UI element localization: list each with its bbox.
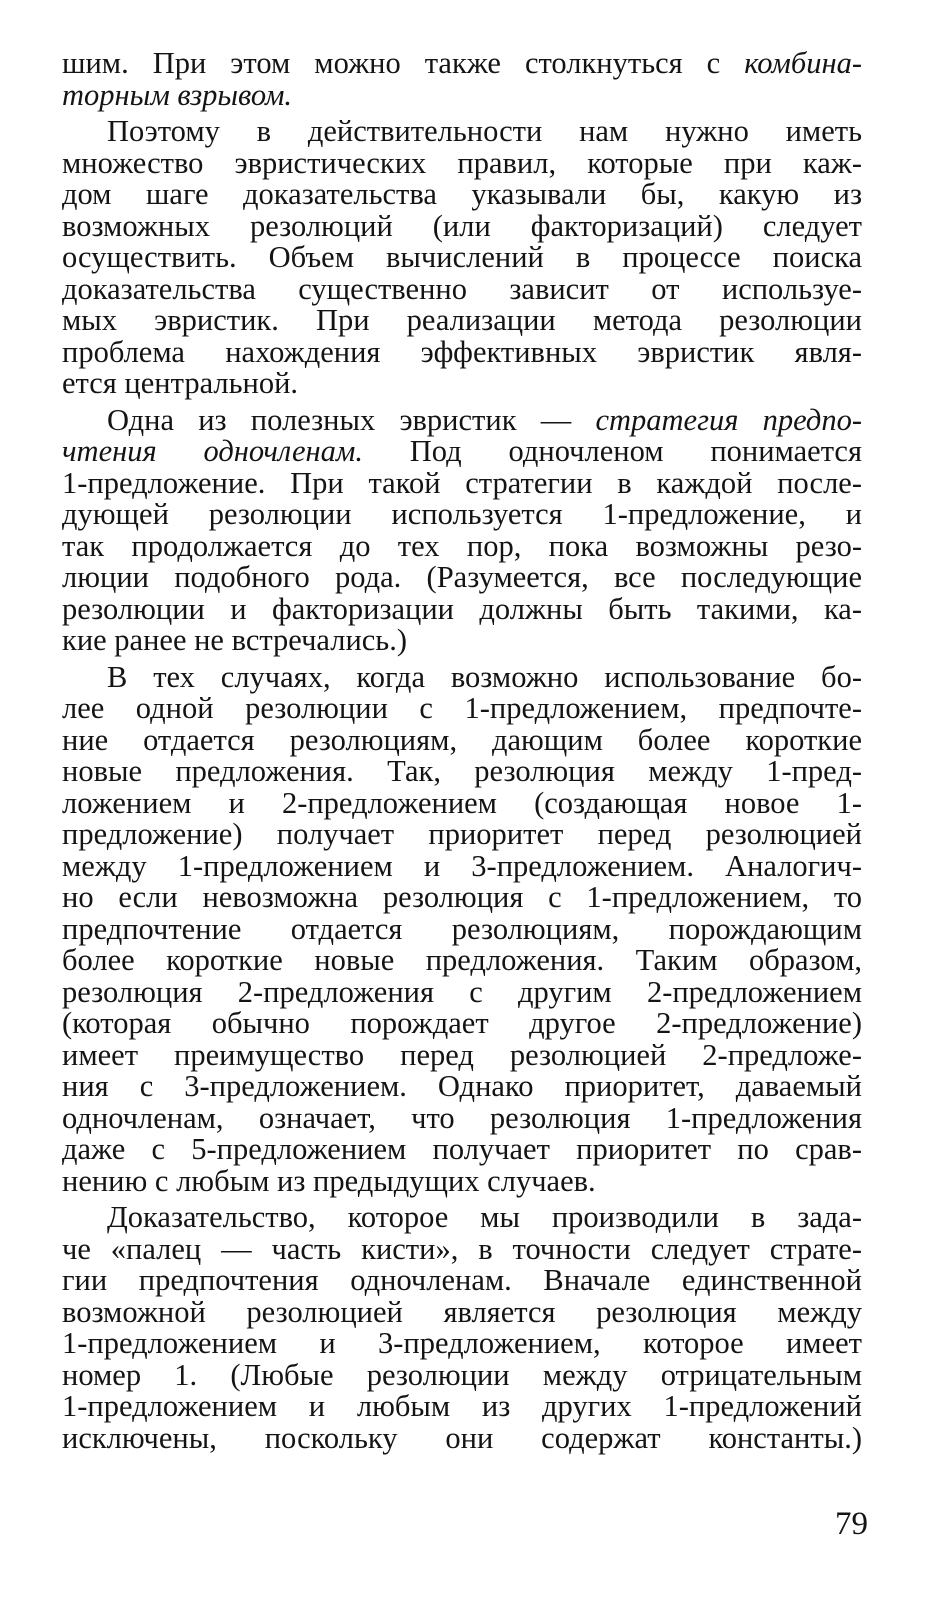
text-line: нению с любым из предыдущих случаев. <box>62 1163 596 1198</box>
text-line: лее одной резолюции с 1-предложением, предпочте- <box>62 691 862 725</box>
text-line: резолюция 2-предложения с другим 2-предложением <box>62 974 862 1009</box>
text-line: ния с 3-предложением. Однако приоритет, даваемый <box>62 1069 862 1103</box>
text-line: проблема нахождения эффективных эвристик явля- <box>62 334 862 369</box>
text-line: более короткие новые предложения. Таким образом, <box>62 943 862 977</box>
text-run: шим. При этом можно также столкнуться с <box>62 46 745 80</box>
text-line: между 1-предложением и 3-предложением. Аналогич- <box>62 848 862 883</box>
text-line: 1-предложением и 3-предложением, которое имеет <box>62 1326 862 1360</box>
text-line: но если невозможна резолюция с 1-предложением, то <box>62 880 862 914</box>
text-line: предпочтение отдается резолюциям, порождающим <box>62 911 862 946</box>
text-line: ется центральной. <box>62 366 299 400</box>
text-line: имеет преимущество перед резолюцией 2-предложе- <box>62 1037 862 1072</box>
text-line: ние отдается резолюциям, дающим более короткие <box>62 722 862 757</box>
italic-term: комбина- <box>744 46 862 80</box>
book-page-text <box>62 48 862 1454</box>
page-number: 79 <box>835 1506 868 1542</box>
italic-term: чтения одночленам. <box>62 434 363 468</box>
text-line: возможных резолюций (или факторизаций) следует <box>62 208 862 243</box>
text-line: номер 1. (Любые резолюции между отрицательным <box>62 1357 862 1392</box>
text-line: 1-предложение. При такой стратегии в каждой после- <box>62 465 862 500</box>
text-line: дом шаге доказательства указывали бы, какую из <box>62 177 862 211</box>
text-line: мых эвристик. При реализации метода резолюции <box>62 303 862 337</box>
text-line: В тех случаях, когда возможно использование бо- <box>107 659 862 694</box>
text-line: гии предпочтения одночленам. Вначале единственной <box>62 1263 862 1297</box>
text-line: люции подобного рода. (Разумеется, все последующие <box>62 560 862 594</box>
text-line: новые предложения. Так, резолюция между 1-пред- <box>62 754 862 788</box>
paragraph-1 <box>62 48 862 111</box>
text-line: исключены, поскольку они содержат константы.) <box>62 1420 862 1455</box>
text-line: (которая обычно порождает другое 2-предложение) <box>62 1006 862 1040</box>
paragraph-2 <box>62 116 862 400</box>
text-line: ложением и 2-предложением (создающая новое 1- <box>62 785 862 820</box>
text-line: дующей резолюции используется 1-предложение, и <box>62 497 862 531</box>
paragraph-3 <box>62 402 862 657</box>
text-line: доказательства существенно зависит от используе- <box>62 271 862 306</box>
italic-term: торным взрывом. <box>62 77 293 112</box>
text-line: осуществить. Объем вычислений в процессе поиска <box>62 240 862 274</box>
text-line: возможной резолюцией является резолюция между <box>62 1294 862 1329</box>
text-line: одночленам, означает, что резолюция 1-предложения <box>62 1100 862 1135</box>
paragraph-5 <box>62 1202 862 1454</box>
text-line: даже с 5-предложением получает приоритет по срав- <box>62 1132 862 1166</box>
text-run: Под одночленом понимается <box>362 434 862 468</box>
text-line: кие ранее не встречались.) <box>62 623 408 657</box>
text-line: предложение) получает приоритет перед резолюцией <box>62 817 862 851</box>
text-line: че «палец — часть кисти», в точности следует страте- <box>62 1231 862 1266</box>
italic-term: стратегия предпо- <box>595 402 862 437</box>
text-line: Доказательство, которое мы производили в зада- <box>107 1200 862 1234</box>
paragraph-4 <box>62 659 862 1198</box>
text-line: так продолжается до тех пор, пока возможны резо- <box>62 528 862 563</box>
text-line: резолюции и факторизации должны быть такими, ка- <box>62 591 862 626</box>
text-line: 1-предложением и любым из других 1-предложений <box>62 1389 862 1423</box>
text-run: Одна из полезных эвристик — <box>107 402 596 437</box>
text-line: Поэтому в действительности нам нужно иметь <box>107 114 862 148</box>
text-line: множество эвристических правил, которые при каж- <box>62 145 862 180</box>
